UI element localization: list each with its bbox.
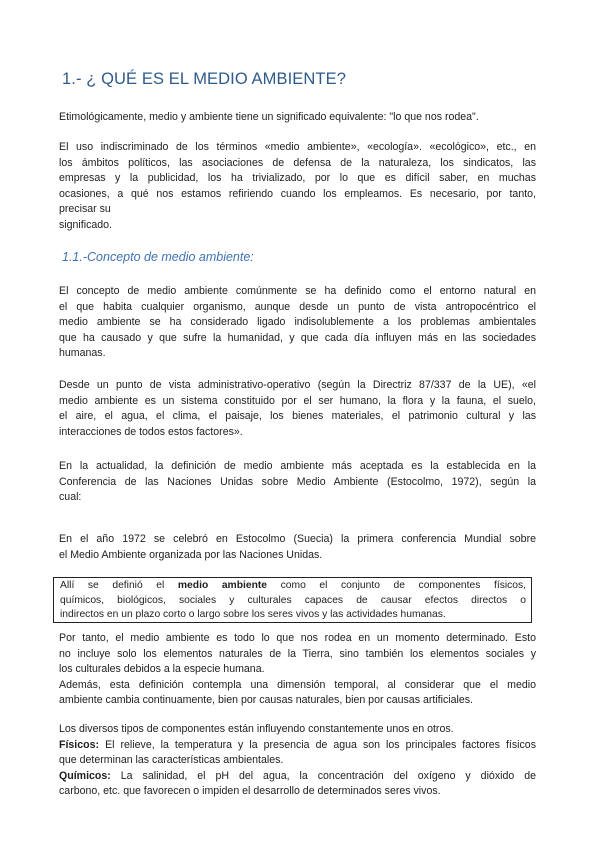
- quimicos-label: Químicos:: [59, 769, 111, 782]
- text-line: los culturales debidos a la especie humana.: [59, 663, 265, 676]
- text-line: En el año 1972 se celebró en Estocolmo (Suecia) la primera conferencia Mundial sobre: [59, 533, 536, 545]
- page-title: 1.- ¿ QUÉ ES EL MEDIO AMBIENTE?: [62, 70, 346, 88]
- text-line: significado.: [59, 218, 112, 231]
- box-line: Allí se definió el medio ambiente como el conjunto de componentes físicos,: [60, 580, 527, 591]
- text-line: ambiente cambia continuamente, bien por causas naturales, bien por causas artificiales.: [59, 694, 473, 707]
- fisicos-label: Físicos:: [59, 738, 100, 751]
- text-line: empresas y la publicidad, los ha trivializado, por lo que es difícil saber, en muchas: [59, 172, 536, 185]
- text-line: ocasiones, a qué nos estamos refiriendo cuando los empleamos. Es necesario, por tanto,: [59, 187, 536, 200]
- text-line: humanas.: [59, 347, 106, 360]
- text-line: que ha causado y que sufre la humanidad, y que cada día influyen más en las sociedades: [59, 331, 536, 344]
- paragraph-1972: [59, 532, 536, 563]
- text-line: no incluye solo los elementos naturales de la Tierra, sino también los elementos sociales y: [59, 647, 536, 660]
- definition-box: [53, 577, 532, 623]
- text-line: Desde un punto de vista administrativo-operativo (según la Directriz 87/337 de la UE), «el: [59, 379, 536, 391]
- paragraph-por-tanto: [59, 631, 536, 709]
- text-line: medio ambiente es un sistema constituido por el ser humano, la flora y la fauna, el suelo,: [59, 394, 536, 407]
- text-line: Además, esta definición contempla una dimensión temporal, al considerar que el medio: [59, 678, 536, 691]
- text-line: Por tanto, el medio ambiente es todo lo que nos rodea en un momento determinado. Esto: [59, 632, 536, 644]
- text-line: precisar su: [59, 203, 111, 216]
- text-line: Conferencia de las Naciones Unidas sobre Medio Ambiente (Estocolmo, 1972), según la: [59, 475, 536, 488]
- text-line: El uso indiscriminado de los términos «medio ambiente», «ecología». «ecológico», etc., en: [59, 141, 536, 153]
- text-line: el Medio Ambiente organizada por las Naciones Unidas.: [59, 548, 323, 561]
- paragraph-concepto: [59, 284, 536, 362]
- text-line: el que habita cualquier organismo, aunque desde un punto de vista antropocéntrico el: [59, 300, 536, 313]
- text-line: el aire, el agua, el clima, el paisaje, los bienes materiales, el patrimonio cultural y las: [59, 410, 536, 423]
- box-line: químicos, biológicos, sociales y culturales capaces de causar efectos directos o: [60, 594, 526, 606]
- text-line: que determinan las características ambientales.: [59, 754, 284, 767]
- paragraph-uso: [59, 140, 536, 234]
- text-line: los ámbitos políticos, las asociaciones de defensa de la naturaleza, los sindicatos, las: [59, 156, 536, 169]
- section-subtitle: 1.1.-Concepto de medio ambiente:: [62, 250, 254, 264]
- text-line: medio ambiente se ha considerado ligado indisolublemente a los problemas ambientales: [59, 316, 536, 329]
- paragraph-actualidad: [59, 459, 536, 506]
- paragraph-administrativo: [59, 378, 536, 440]
- text-line: Los diversos tipos de componentes están influyendo constantemente unos en otros.: [59, 723, 454, 735]
- text-line: Etimológicamente, medio y ambiente tiene un significado equivalente: "lo que nos rodea".: [59, 111, 479, 123]
- paragraph-etimologia: [59, 110, 536, 126]
- text-line: carbono, etc. que favorecen o impiden el desarrollo de determinados seres vivos.: [59, 785, 441, 798]
- box-line: indirectos en un plazo corto o largo sobre los seres vivos y las actividades humanas.: [60, 609, 446, 620]
- text-line: interacciones de todos estos factores».: [59, 425, 243, 438]
- text-line: Químicos: La salinidad, el pH del agua, la concentración del oxígeno y dióxido de: [59, 769, 536, 782]
- text-line: cual:: [59, 491, 82, 504]
- paragraph-componentes: [59, 722, 536, 800]
- highlight-term: medio ambiente: [177, 580, 268, 591]
- text-line: Físicos: El relieve, la temperatura y la presencia de agua son los principales factores físicos: [59, 738, 536, 751]
- text-line: En la actualidad, la definición de medio ambiente más aceptada es la establecida en la: [59, 460, 536, 472]
- text-line: El concepto de medio ambiente comúnmente se ha definido como el entorno natural en: [59, 285, 536, 297]
